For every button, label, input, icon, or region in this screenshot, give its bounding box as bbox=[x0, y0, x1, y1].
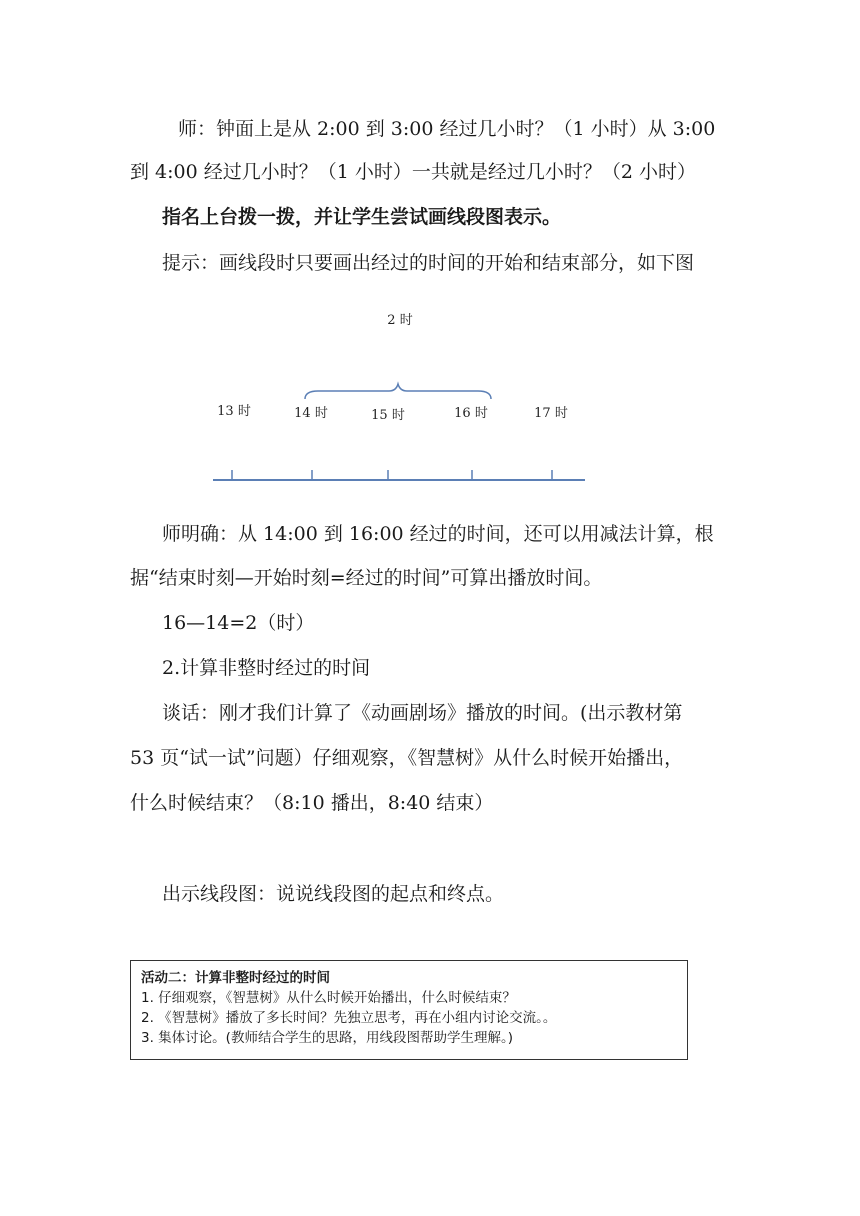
paragraph-3: 指名上台拨一拨，并让学生尝试画线段图表示。 bbox=[162, 206, 562, 228]
timeline-diagram bbox=[0, 0, 860, 500]
paragraph-8: 2.计算非整时经过的时间 bbox=[162, 657, 371, 679]
paragraph-5: 师明确：从 14:00 到 16:00 经过的时间，还可以用减法计算，根 bbox=[162, 523, 714, 545]
paragraph-6: 据“结束时刻—开始时刻=经过的时间”可算出播放时间。 bbox=[130, 567, 603, 589]
activity-title: 活动二：计算非整时经过的时间 bbox=[141, 970, 330, 986]
activity-item-3: 3. 集体讨论。(教师结合学生的思路，用线段图帮助学生理解。) bbox=[141, 1030, 513, 1046]
tick-label-13: 13 时 bbox=[217, 404, 251, 419]
tick-label-15: 15 时 bbox=[371, 408, 405, 423]
activity-item-2: 2. 《智慧树》播放了多长时间？先独立思考，再在小组内讨论交流。。 bbox=[141, 1010, 557, 1026]
paragraph-7: 16—14=2（时） bbox=[162, 612, 315, 634]
paragraph-12: 出示线段图：说说线段图的起点和终点。 bbox=[162, 883, 505, 905]
tick-label-16: 16 时 bbox=[454, 406, 488, 421]
brace bbox=[305, 384, 491, 399]
brace-label: 2 时 bbox=[387, 313, 413, 328]
paragraph-4: 提示：画线段时只要画出经过的时间的开始和结束部分，如下图 bbox=[162, 252, 695, 274]
tick-label-14: 14 时 bbox=[294, 406, 328, 421]
paragraph-11: 什么时候结束？（8:10 播出，8:40 结束） bbox=[130, 792, 494, 814]
tick-label-17: 17 时 bbox=[534, 406, 568, 421]
activity-item-1: 1. 仔细观察，《智慧树》从什么时候开始播出，什么时候结束？ bbox=[141, 990, 516, 1006]
activity-box bbox=[130, 960, 688, 1060]
paragraph-2: 到 4:00 经过几小时？（1 小时）一共就是经过几小时？（2 小时） bbox=[130, 161, 697, 183]
paragraph-10: 53 页“试一试”问题）仔细观察，《智慧树》从什么时候开始播出， bbox=[130, 747, 684, 769]
paragraph-9: 谈话：刚才我们计算了《动画剧场》播放的时间。(出示教材第 bbox=[162, 702, 683, 724]
paragraph-1: 师：钟面上是从 2:00 到 3:00 经过几小时？（1 小时）从 3:00 bbox=[178, 118, 716, 140]
